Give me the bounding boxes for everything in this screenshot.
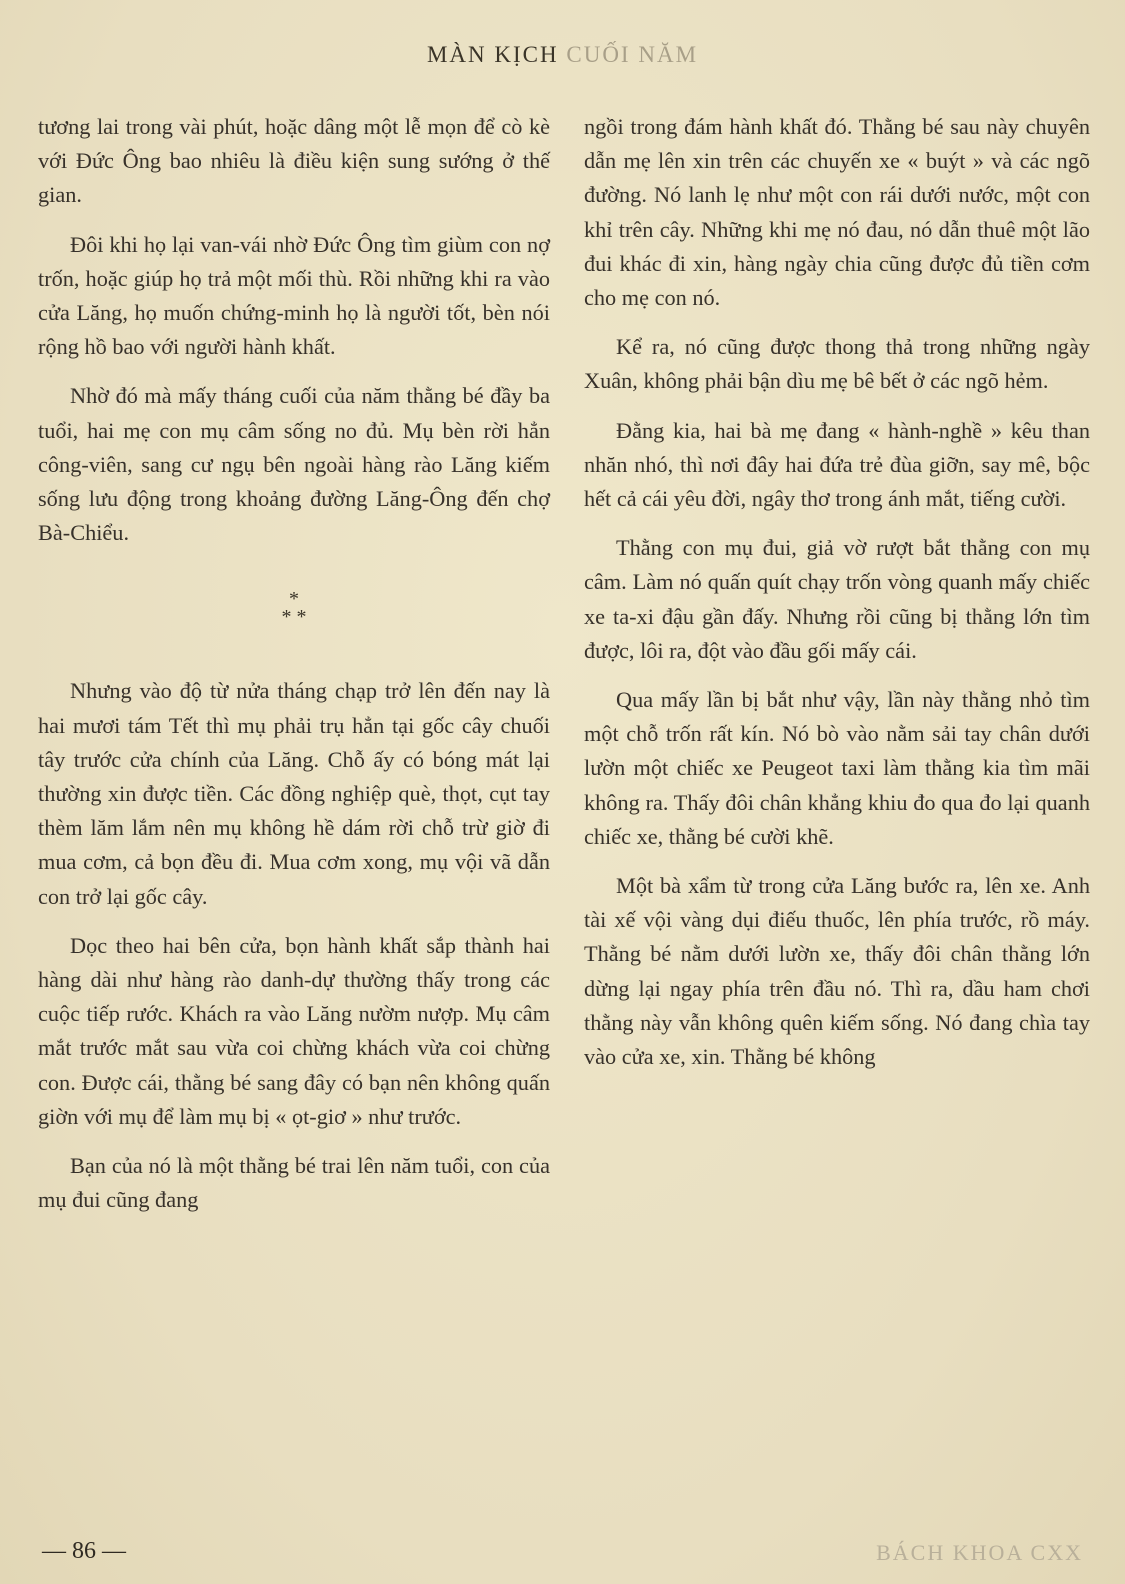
paragraph: Nhờ đó mà mấy tháng cuối của năm thằng bé đầy ba tuổi, hai mẹ con mụ câm sống no đủ. Mụ bèn rời hẳn công-viên, sang cư ngụ bên ngoài hàng rào Lăng kiếm sống lưu động trong khoảng đường Lăng-Ông đến chợ Bà-Chiểu. (38, 383, 550, 546)
paragraph: Kể ra, nó cũng được thong thả trong những ngày Xuân, không phải bận dìu mẹ bê bết ở các ngõ hẻm. (584, 334, 1090, 394)
header-title-faded: CUỐI NĂM (566, 42, 699, 67)
right-column (584, 110, 1090, 1089)
paragraph: tương lai trong vài phút, hoặc dâng một lễ mọn để cò kè với Đức Ông bao nhiêu là điều kiện sung sướng ở thế gian. (38, 114, 550, 208)
paragraph: Nhưng vào độ từ nửa tháng chạp trở lên đến nay là hai mươi tám Tết thì mụ phải trụ hẳn tại gốc cây chuối tây trước cửa chính của Lăng. Chỗ ấy có bóng mát lại thường xin được tiền. Các đồng nghiệp què, thọt, cụt tay thèm lăm lắm nên mụ không hề dám rời chỗ trừ giờ đi mua cơm, cả bọn đều đi. Mua cơm xong, mụ vội vã dẫn con trở lại gốc cây. (38, 678, 550, 909)
paragraph: Dọc theo hai bên cửa, bọn hành khất sắp thành hai hàng dài như hàng rào danh-dự thường thấy trong các cuộc tiếp rước. Khách ra vào Lăng nườm nượp. Mụ câm mắt trước mắt sau vừa coi chừng khách vừa coi chừng con. Được cái, thằng bé sang đây có bạn nên không quấn giờn với mụ để làm mụ bị « ọt-giơ » như trước. (38, 932, 550, 1129)
paragraph: Một bà xẩm từ trong cửa Lăng bước ra, lên xe. Anh tài xế vội vàng dụi điếu thuốc, lên phía trước, rồ máy. Thằng bé nằm dưới lườn xe, thấy đôi chân thằng lớn dừng lại ngay phía trên đầu nó. Thì ra, dầu ham chơi thằng này vẫn không quên kiếm sống. Nó đang chìa tay vào cửa xe, xin. Thằng bé không (584, 873, 1090, 1070)
paragraph: Thằng con mụ đui, giả vờ rượt bắt thằng con mụ câm. Làm nó quấn quít chạy trốn vòng quanh mấy chiếc xe ta-xi đậu gần đấy. Nhưng rồi cũng bị thằng lớn tìm được, lôi ra, đột vào đầu gối mấy cái. (584, 535, 1090, 663)
page-number: — 86 — (42, 1538, 126, 1564)
paragraph: Đằng kia, hai bà mẹ đang « hành-nghề » kêu than nhăn nhó, thì nơi đây hai đứa trẻ đùa giỡn, say mê, bộc hết cả cái yêu đời, ngây thơ trong ánh mắt, tiếng cười. (584, 417, 1090, 512)
paragraph: Qua mấy lần bị bắt như vậy, lần này thằng nhỏ tìm một chỗ trốn rất kín. Nó bò vào nằm sải tay chân dưới lườn một chiếc xe Peugeot taxi làm thằng kia tìm mãi không ra. Thấy đôi chân khẳng khiu đo qua đo lại quanh chiếc xe, thằng bé cười khẽ. (584, 687, 1090, 849)
section-break-asterisks (38, 588, 550, 629)
paragraph: ngồi trong đám hành khất đó. Thằng bé sau này chuyên dẫn mẹ lên xin trên các chuyến xe « buýt » và các ngõ đường. Nó lanh lẹ như một con rái dưới nước, một con khỉ trên cây. Những khi mẹ nó đau, nó dẫn thuê một lão đui khác đi xin, hàng ngày chia cũng được đủ tiền cơm cho mẹ con nó. (584, 114, 1090, 311)
asterisk-top: * (289, 588, 299, 611)
running-header (0, 42, 1125, 68)
paragraph: Bạn của nó là một thằng bé trai lên năm tuổi, con của mụ đui cũng đang (38, 1153, 550, 1213)
left-column (38, 110, 550, 1232)
asterisk-bottom: * * (281, 606, 307, 629)
header-title-dark: MÀN KỊCH (426, 42, 559, 67)
paragraph: Đôi khi họ lại van-vái nhờ Đức Ông tìm giùm con nợ trốn, hoặc giúp họ trả một mối thù. Rồi những khi ra vào cửa Lăng, họ muốn chứng-minh họ là người tốt, bèn nói rộng hồ bao với người hành khất. (38, 231, 550, 360)
publication-name: BÁCH KHOA CXX (876, 1540, 1083, 1565)
